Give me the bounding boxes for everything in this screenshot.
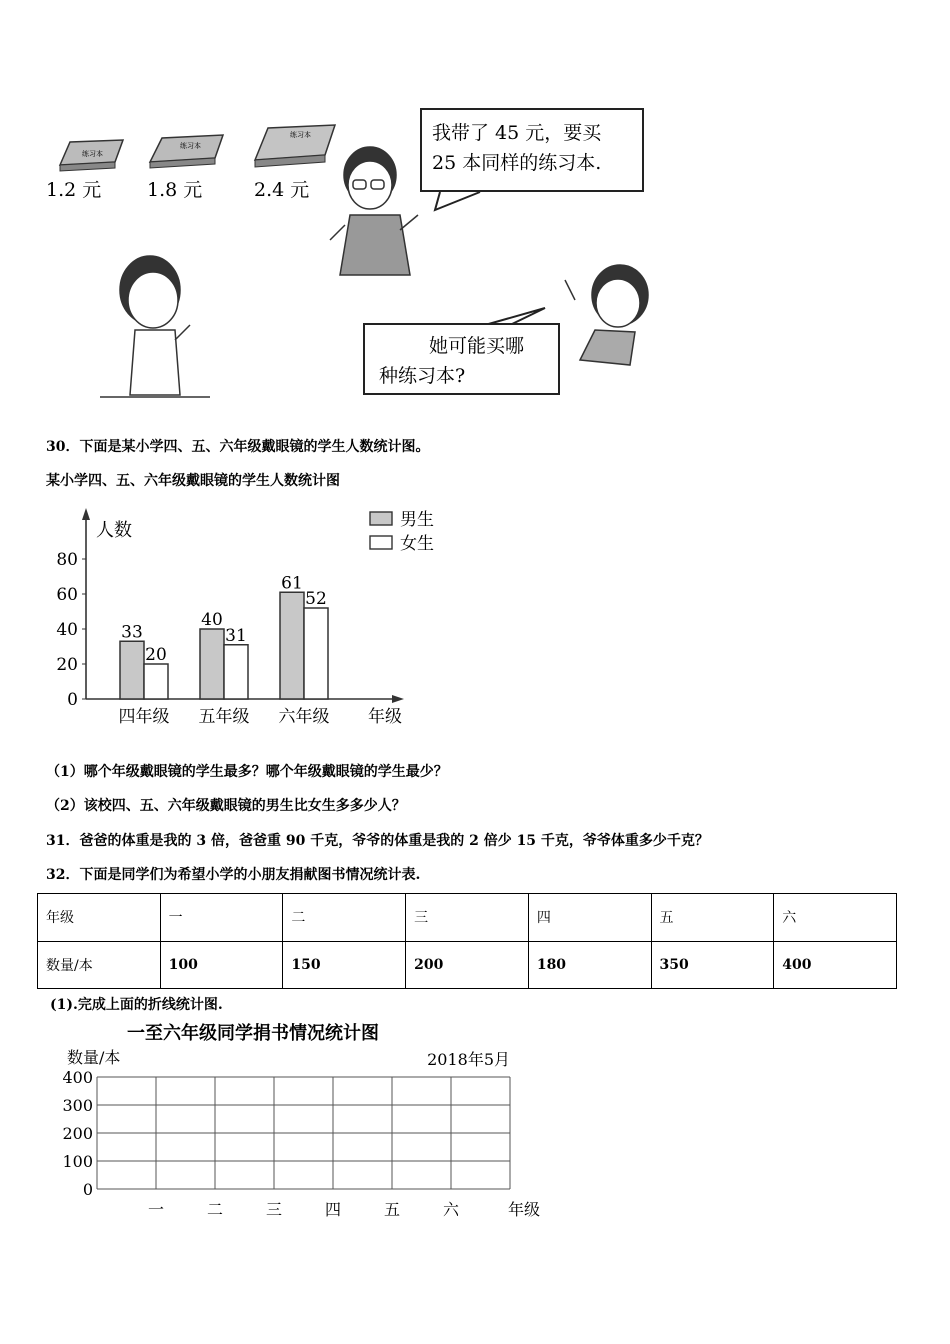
table-cell: 180	[528, 941, 651, 989]
line-chart-ylabel: 数量/本	[67, 1048, 121, 1067]
legend-label: 男生	[400, 510, 434, 530]
bar-value-label: 33	[121, 622, 143, 643]
q30-chart-caption: 某小学四、五、六年级戴眼镜的学生人数统计图	[46, 473, 340, 489]
legend-swatch	[370, 536, 392, 549]
bar-value-label: 52	[305, 589, 327, 609]
speech-bubble-girl	[363, 323, 560, 395]
y-tick-label: 300	[62, 1096, 93, 1115]
legend-swatch	[370, 512, 392, 525]
bar	[224, 645, 248, 699]
table-cell: 400	[774, 941, 897, 989]
x-tick-label: 一	[147, 1200, 165, 1219]
bar	[200, 629, 224, 699]
notebook-label-2: 练习本	[180, 142, 201, 150]
y-tick-label: 0	[82, 1180, 93, 1199]
speech-girl-line2: 种练习本?	[379, 365, 466, 387]
table-cell: 二	[283, 894, 406, 942]
x-tick-label: 六年级	[278, 707, 330, 727]
table-cell: 150	[283, 941, 406, 989]
y-axis-label: 人数	[96, 520, 132, 541]
table-cell: 数量/本	[38, 941, 161, 989]
table-cell: 350	[651, 941, 774, 989]
girl-figure-right	[565, 265, 648, 365]
q32-sub1: (1).完成上面的折线统计图.	[50, 997, 223, 1013]
table-cell: 100	[160, 941, 283, 989]
x-tick-label: 四	[324, 1200, 342, 1219]
notebook-icon-2	[150, 135, 223, 168]
donation-line-chart	[55, 1015, 555, 1220]
speech-teacher-line1: 我带了 45 元，要买	[432, 122, 602, 144]
girl-figure-left	[100, 256, 210, 397]
table-cell: 三	[406, 894, 529, 942]
y-tick-label: 0	[67, 690, 78, 710]
bar	[304, 608, 328, 699]
y-tick-label: 80	[56, 550, 78, 570]
price-2: 1.8 元	[147, 179, 203, 201]
speech-girl-line1: 她可能买哪	[429, 335, 525, 357]
legend-label: 女生	[400, 534, 434, 554]
x-axis-label: 年级	[507, 1200, 541, 1219]
x-tick-label: 二	[206, 1200, 224, 1219]
notebook-label-3: 练习本	[290, 131, 311, 139]
table-cell: 年级	[38, 894, 161, 942]
bar-value-label: 61	[281, 573, 303, 594]
y-tick-label: 100	[62, 1152, 93, 1171]
q30-sub2: （2）该校四、五、六年级戴眼镜的男生比女生多多少人？	[46, 798, 406, 814]
y-tick-label: 40	[56, 620, 78, 640]
x-tick-label: 五年级	[198, 707, 250, 727]
bar	[280, 592, 304, 699]
glasses-bar-chart	[40, 500, 434, 735]
x-axis-arrow	[392, 695, 404, 703]
speech-bubble-teacher	[420, 108, 644, 192]
y-tick-label: 20	[56, 655, 78, 675]
y-axis-arrow	[82, 508, 90, 520]
x-tick-label: 四年级	[118, 707, 170, 727]
donation-table	[37, 893, 897, 989]
line-chart-title: 一至六年级同学捐书情况统计图	[127, 1023, 379, 1044]
q30-text: 30．下面是某小学四、五、六年级戴眼镜的学生人数统计图。	[46, 439, 430, 455]
table-cell: 五	[651, 894, 774, 942]
x-tick-label: 六	[442, 1200, 460, 1219]
table-row	[38, 941, 897, 989]
teacher-figure	[330, 147, 418, 275]
y-tick-label: 60	[56, 585, 78, 605]
table-cell: 200	[406, 941, 529, 989]
bar	[120, 641, 144, 699]
bar-value-label: 40	[201, 610, 223, 630]
y-tick-label: 200	[62, 1124, 93, 1143]
price-3: 2.4 元	[254, 179, 310, 201]
q30-sub1: （1）哪个年级戴眼镜的学生最多？哪个年级戴眼镜的学生最少？	[46, 764, 448, 780]
table-row	[38, 894, 897, 942]
table-cell: 一	[160, 894, 283, 942]
y-tick-label: 400	[62, 1068, 93, 1087]
table-cell: 六	[774, 894, 897, 942]
q31-text: 31．爸爸的体重是我的 3 倍，爸爸重 90 千克，爷爷的体重是我的 2 倍少 15 千克，爷爷体重多少千克？	[46, 833, 709, 849]
table-cell: 四	[528, 894, 651, 942]
bar-value-label: 20	[145, 645, 167, 665]
notebook-icon-3	[255, 125, 335, 167]
speech-teacher-line2: 25 本同样的练习本.	[432, 152, 602, 174]
x-tick-label: 三	[265, 1200, 283, 1219]
price-1: 1.2 元	[46, 179, 102, 201]
line-chart-date: 2018年5月	[427, 1050, 510, 1069]
bar-value-label: 31	[225, 625, 247, 646]
notebook-icon-1	[60, 140, 123, 171]
bar	[144, 664, 168, 699]
q32-text: 32．下面是同学们为希望小学的小朋友捐献图书情况统计表.	[46, 867, 421, 883]
notebook-label-1: 练习本	[82, 150, 103, 158]
x-axis-label: 年级	[368, 707, 402, 727]
x-tick-label: 五	[383, 1200, 401, 1219]
